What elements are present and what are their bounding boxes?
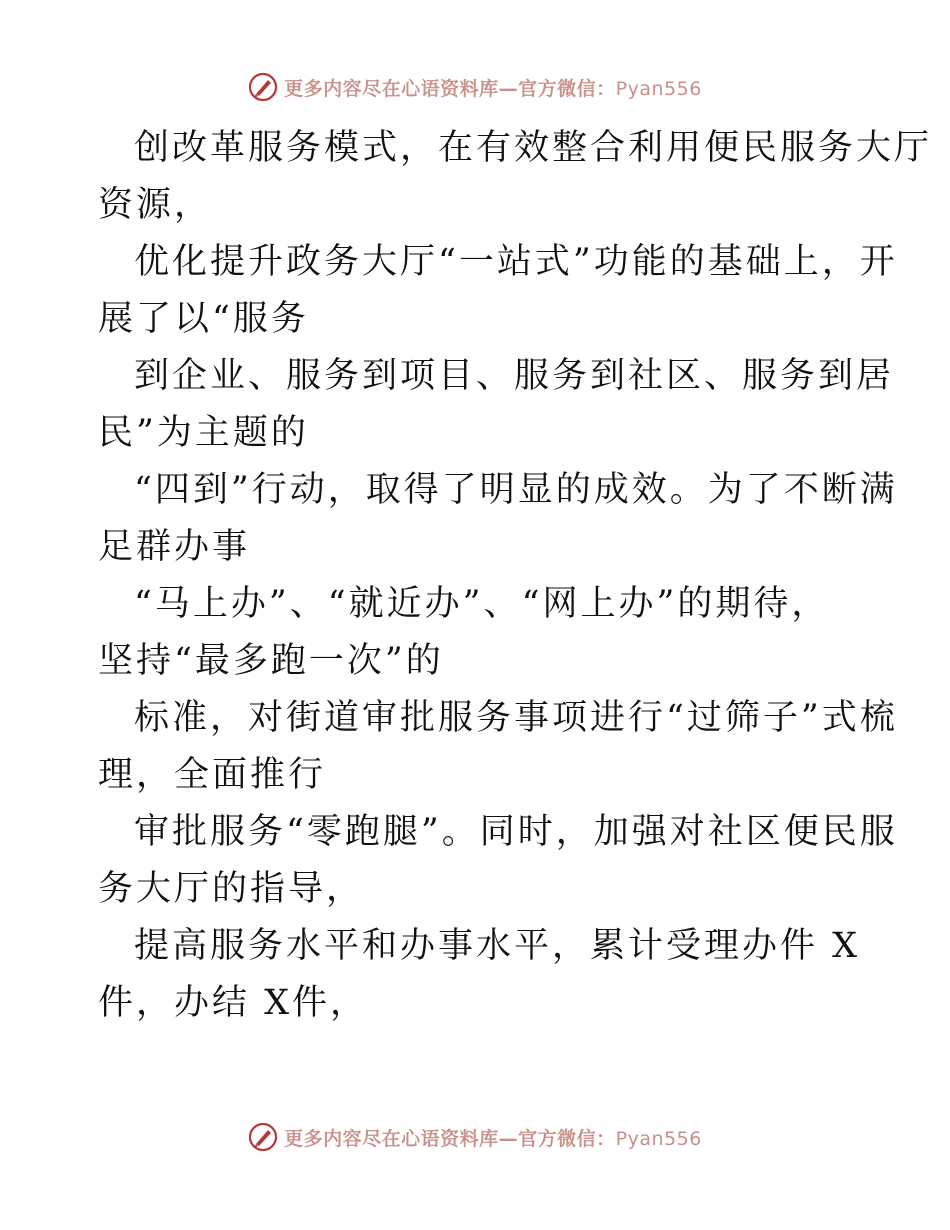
text-line: 标准，对街道审批服务事项进行“过筛子”式梳 (134, 698, 898, 738)
text-line: 到企业、服务到项目、服务到社区、服务到居 (134, 356, 895, 396)
text-line: 审批服务“零跑腿”。同时，加强对社区便民服 (134, 812, 898, 852)
document-body (98, 120, 933, 1032)
watermark-label: 更多内容尽在心语资料库—官方微信： (284, 1127, 616, 1150)
quill-pen-icon (248, 1122, 278, 1152)
watermark-handle: Pyan556 (615, 77, 702, 100)
text-line: 民”为主题的 (98, 413, 309, 453)
quill-pen-icon (248, 72, 278, 102)
header-watermark (0, 72, 950, 102)
text-line: “四到”行动，取得了明显的成效。为了不断满 (134, 470, 898, 510)
watermark-handle: Pyan556 (615, 1127, 702, 1150)
text-line: “马上办”、“就近办”、“网上办”的期待， (134, 584, 830, 624)
text-line: 务大厅的指导， (98, 869, 365, 909)
text-line: 资源， (98, 185, 213, 225)
text-line: 展了以“服务 (98, 299, 309, 339)
text-line: 创改革服务模式，在有效整合利用便民服务大厅 (134, 128, 933, 168)
text-line: 优化提升政务大厅“一站式”功能的基础上，开 (134, 242, 898, 282)
text-line: 坚持“最多跑一次”的 (98, 641, 444, 681)
watermark-text (284, 74, 702, 101)
text-line: 理，全面推行 (98, 755, 327, 795)
watermark-text (284, 1124, 702, 1151)
watermark-label: 更多内容尽在心语资料库—官方微信： (284, 77, 616, 100)
footer-watermark (0, 1122, 950, 1152)
text-line: 提高服务水平和办事水平，累计受理办件 X (134, 926, 861, 966)
text-line: 足群办事 (98, 527, 251, 567)
text-line: 件，办结 X件， (98, 983, 369, 1023)
